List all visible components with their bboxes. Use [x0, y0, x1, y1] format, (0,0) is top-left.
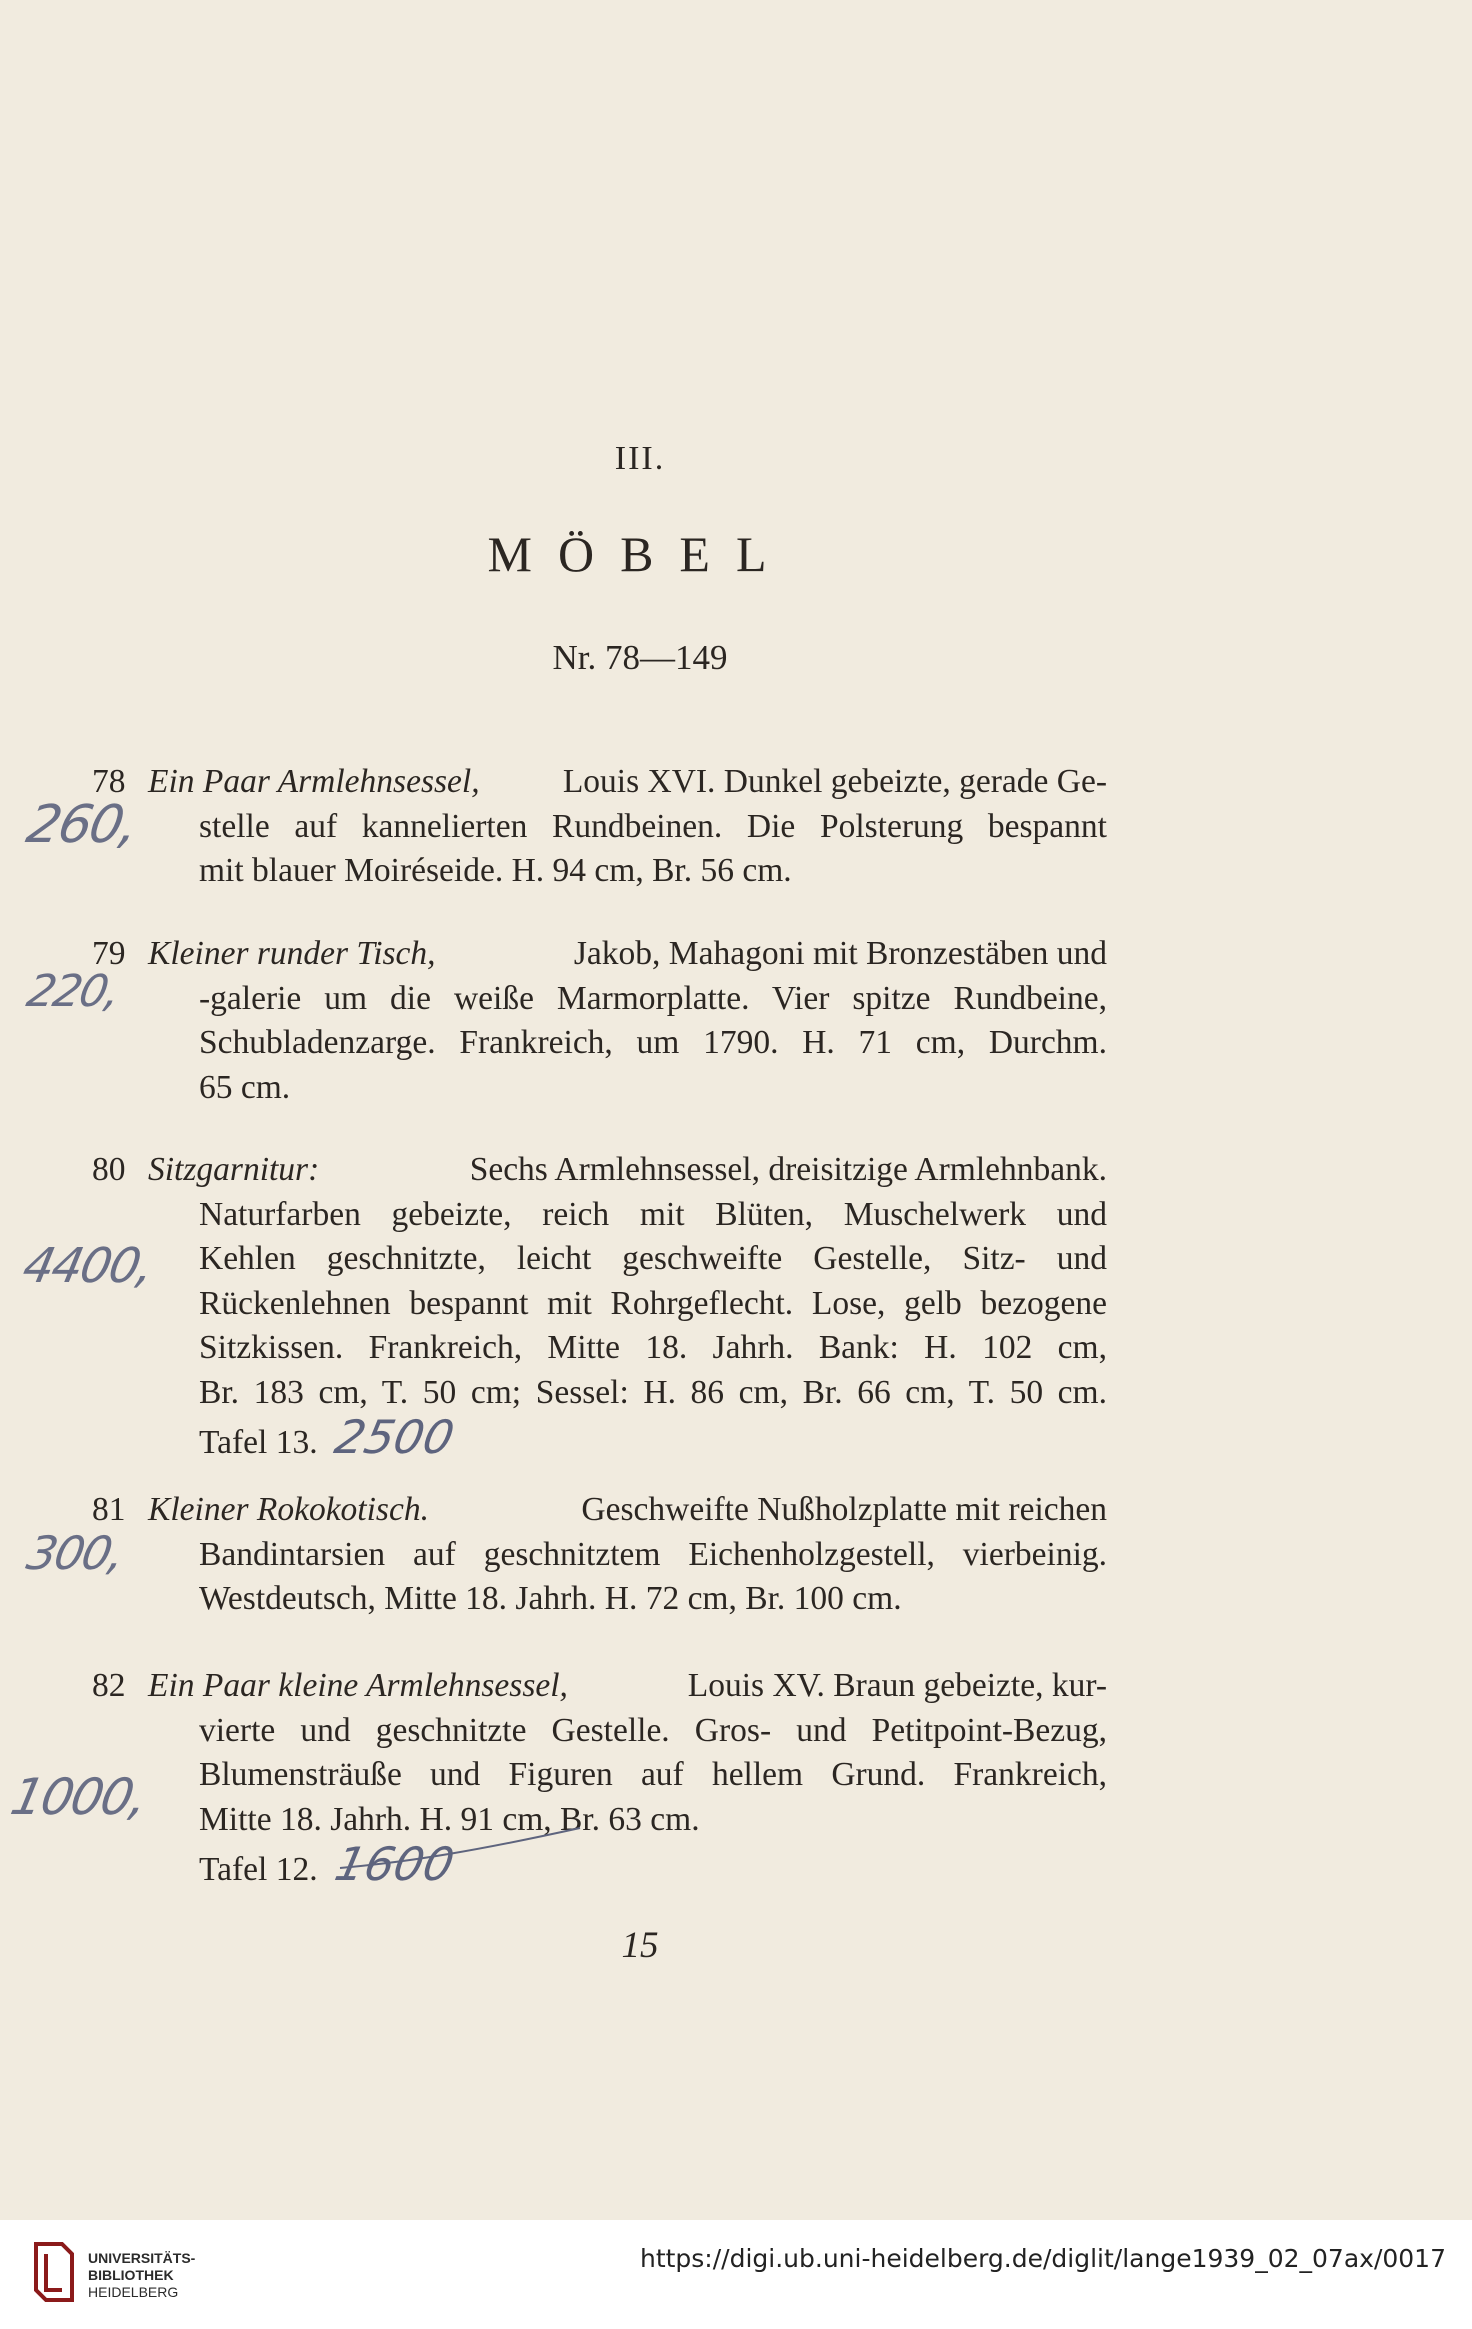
entry-title: Kleiner Rokokotisch. [148, 1491, 429, 1528]
entry-line: Sechs Armlehnsessel, dreisitzige Armlehnbank. [469, 1151, 1107, 1188]
handwritten-price: 300, [22, 1526, 129, 1580]
entry-number: 78 [92, 763, 126, 800]
handwritten-price: 4400, [18, 1238, 158, 1294]
entry-line: Sitzkissen. Frankreich, Mitte 18. Jahrh. Bank: H. 102 cm, [199, 1329, 1107, 1366]
entry-line: 65 cm. [199, 1068, 291, 1106]
page-number: 15 [621, 1925, 659, 1966]
handwritten-note: 2500 [329, 1410, 459, 1464]
handwritten-price: 1000, [5, 1768, 152, 1826]
catalog-entry-79 [92, 932, 1107, 1110]
catalog-entry-81 [92, 1488, 1107, 1622]
entry-line: Tafel 13. [199, 1424, 318, 1461]
entry-line: Mitte 18. Jahrh. H. 91 cm, Br. 63 cm. [199, 1800, 700, 1838]
entry-line: Schubladenzarge. Frankreich, um 1790. H. 71 cm, Durchm. [199, 1024, 1107, 1061]
entry-line: Kehlen geschnitzte, leicht geschweifte Gestelle, Sitz- und [199, 1240, 1107, 1277]
entry-line: mit blauer Moiréseide. H. 94 cm, Br. 56 cm. [199, 852, 792, 889]
entry-title: Sitzgarnitur: [148, 1151, 320, 1188]
section-number: III. [614, 440, 666, 477]
entry-line: Louis XVI. Dunkel gebeizte, gerade Ge- [562, 763, 1107, 800]
handwritten-note: 1600 [329, 1837, 459, 1891]
handwritten-underline [330, 1820, 590, 1880]
entry-line: Bandintarsien auf geschnitztem Eichenholzgestell, vierbeinig. [199, 1535, 1107, 1573]
entry-line: Westdeutsch, Mitte 18. Jahrh. H. 72 cm, Br. 100 cm. [199, 1580, 902, 1617]
library-logo-icon [32, 2240, 76, 2304]
entry-line: Jakob, Mahagoni mit Bronzestäben und [573, 935, 1107, 972]
entry-title: Kleiner runder Tisch, [148, 935, 436, 972]
entry-line: Br. 183 cm, T. 50 cm; Sessel: H. 86 cm, Br. 66 cm, T. 50 cm. [199, 1373, 1107, 1411]
catalog-entry-80 [92, 1148, 1107, 1466]
entry-line: Blumensträuße und Figuren auf hellem Grund. Frankreich, [199, 1756, 1107, 1793]
entry-line: Geschweifte Nußholzplatte mit reichen [581, 1491, 1107, 1528]
handwritten-price: 260, [21, 795, 143, 855]
entry-number: 82 [92, 1667, 126, 1704]
entry-line: Naturfarben gebeizte, reich mit Blüten, Muschelwerk und [199, 1195, 1107, 1233]
entry-line: Tafel 12. [199, 1851, 318, 1888]
library-name: UNIVERSITÄTS- BIBLIOTHEK HEIDELBERG [88, 2250, 196, 2300]
entry-line: -galerie um die weiße Marmorplatte. Vier spitze Rundbeine, [199, 979, 1107, 1017]
handwritten-price: 220, [22, 966, 124, 1017]
source-url-link[interactable]: https://digi.ub.uni-heidelberg.de/diglit/lange1939_02_07ax/0017 [639, 2244, 1446, 2273]
entry-line: Rückenlehnen bespannt mit Rohrgeflecht. Lose, gelb bezogene [199, 1284, 1107, 1322]
section-title: MÖBEL [487, 526, 793, 582]
entry-line: vierte und geschnitzte Gestelle. Gros- und Petitpoint-Bezug, [199, 1711, 1107, 1749]
item-range: Nr. 78—149 [552, 638, 728, 677]
entry-number: 80 [92, 1151, 126, 1188]
entry-line: Louis XV. Braun gebeizte, kur- [687, 1667, 1107, 1704]
entry-title: Ein Paar kleine Armlehnsessel, [148, 1667, 568, 1704]
entry-number: 81 [92, 1491, 126, 1528]
catalog-entry-82 [92, 1664, 1107, 1893]
entry-title: Ein Paar Armlehnsessel, [148, 763, 480, 800]
footer-bar [0, 2220, 1472, 2329]
entry-line: stelle auf kannelierten Rundbeinen. Die Polsterung bespannt [199, 807, 1107, 845]
catalog-entry-78 [92, 760, 1107, 894]
entry-number: 79 [92, 935, 126, 972]
